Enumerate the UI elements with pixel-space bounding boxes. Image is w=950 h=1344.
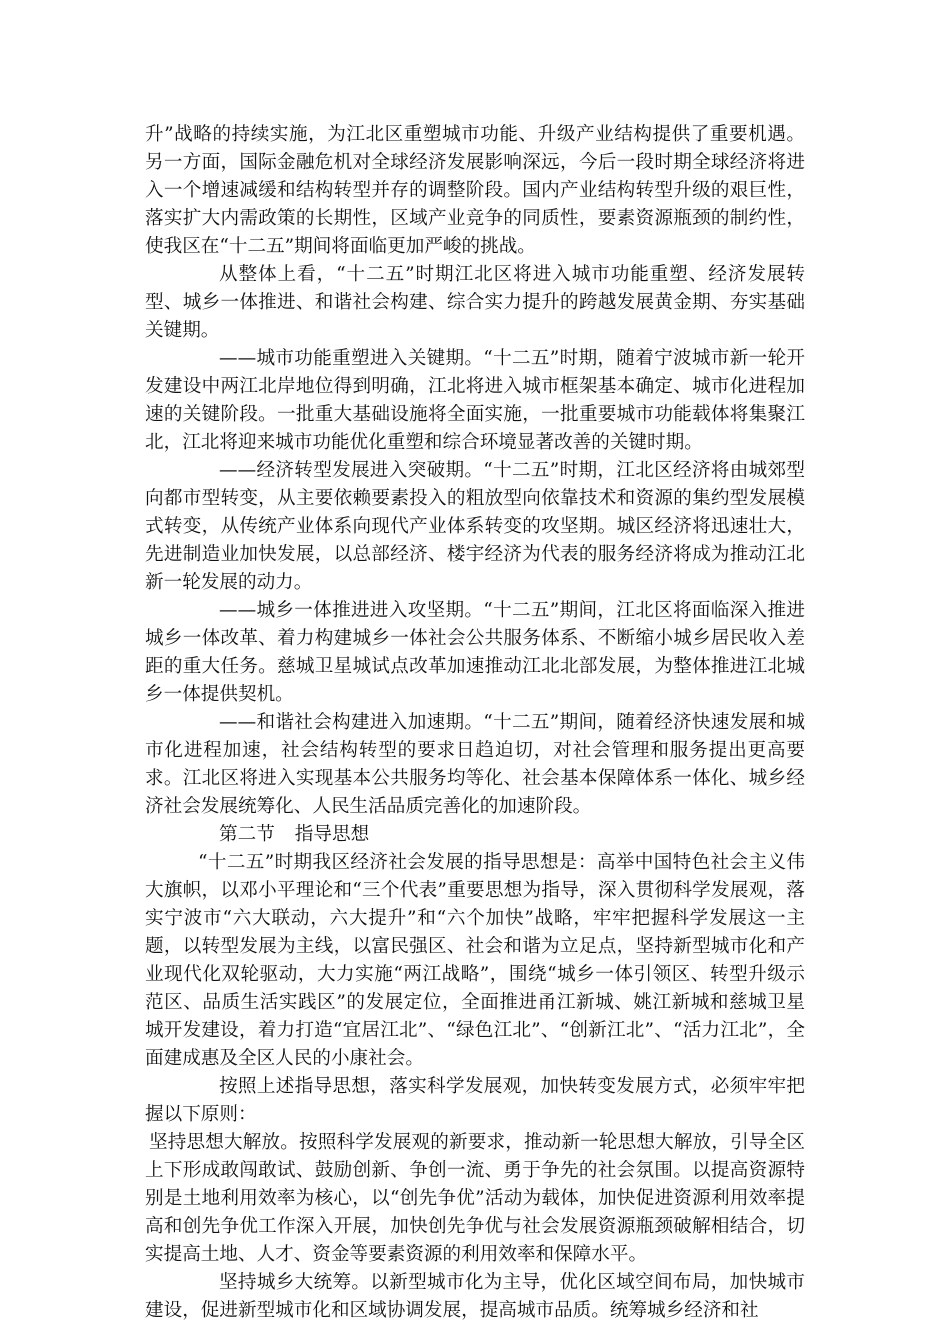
- paragraph-opportunities-challenges: 升”战略的持续实施，为江北区重塑城市功能、升级产业结构提供了重要机遇。另一方面，国际金融危机对全球经济发展影响深远，今后一段时期全球经济将进入一个增速减缓和结构转型并存的调整阶段。国内产业结构转型升级的艰巨性，落实扩大内需政策的长期性，区域产业竞争的同质性，要素资源瓶颈的制约性，使我区在“十二五”期间将面临更加严峻的挑战。: [145, 124, 805, 257]
- section-number: 第二节: [219, 824, 275, 845]
- paragraph-harmonious-society: ——和谐社会构建进入加速期。“十二五”期间，随着经济快速发展和城市化进程加速，社会结构转型的要求日趋迫切，对社会管理和服务提出更高要求。江北区将进入实现基本公共服务均等化、社会基本保障体系一体化、城乡经济社会发展统筹化、人民生活品质完善化的加速阶段。: [145, 712, 805, 817]
- paragraph-principle-emancipation: 坚持思想大解放。按照科学发展观的新要求，推动新一轮思想大解放，引导全区上下形成敢闯敢试、鼓励创新、争创一流、勇于争先的社会氛围。以提高资源特别是土地利用效率为核心，以“创先争优”活动为载体，加快促进资源利用效率提高和创先争优工作深入开展，加快创先争优与社会发展资源瓶颈破解相结合，切实提高土地、人才、资金等要素资源的利用效率和保障水平。: [145, 1132, 805, 1265]
- paragraph-urban-function: ——城市功能重塑进入关键期。“十二五”时期，随着宁波城市新一轮开发建设中两江北岸地位得到明确，江北将进入城市框架基本确定、城市化进程加速的关键阶段。一批重大基础设施将全面实施，一批重要城市功能载体将集聚江北，江北将迎来城市功能优化重塑和综合环境显著改善的关键时期。: [145, 348, 805, 453]
- section-heading: [145, 821, 805, 849]
- paragraph-overall-outlook: 从整体上看，“十二五”时期江北区将进入城市功能重塑、经济发展转型、城乡一体推进、和谐社会构建、综合实力提升的跨越发展黄金期、夯实基础关键期。: [145, 264, 805, 341]
- paragraph-guiding-ideology: “十二五”时期我区经济社会发展的指导思想是：高举中国特色社会主义伟大旗帜，以邓小平理论和“三个代表”重要思想为指导，深入贯彻科学发展观，落实宁波市“六大联动，六大提升”和“六个加快”战略，牢牢把握科学发展这一主题，以转型发展为主线，以富民强区、社会和谐为立足点，坚持新型城市化和产业现代化双轮驱动，大力实施“两江战略”，围绕“城乡一体引领区、转型升级示范区、品质生活实践区”的发展定位，全面推进甬江新城、姚江新城和慈城卫星城开发建设，着力打造“宜居江北”、“绿色江北”、“创新江北”、“活力江北”，全面建成惠及全区人民的小康社会。: [145, 852, 805, 1069]
- paragraph-economic-transformation: ——经济转型发展进入突破期。“十二五”时期，江北区经济将由城郊型向都市型转变，从主要依赖要素投入的粗放型向依靠技术和资源的集约型发展模式转变，从传统产业体系向现代产业体系转变的攻坚期。城区经济将迅速壮大，先进制造业加快发展，以总部经济、楼宇经济为代表的服务经济将成为推动江北新一轮发展的动力。: [145, 460, 805, 593]
- paragraph-urban-rural-integration: ——城乡一体推进进入攻坚期。“十二五”期间，江北区将面临深入推进城乡一体改革、着力构建城乡一体社会公共服务体系、不断缩小城乡居民收入差距的重大任务。慈城卫星城试点改革加速推动江北北部发展，为整体推进江北城乡一体提供契机。: [145, 600, 805, 705]
- document-body: [145, 121, 805, 1325]
- paragraph-principles-intro: 按照上述指导思想，落实科学发展观，加快转变发展方式，必须牢牢把握以下原则：: [145, 1076, 805, 1125]
- paragraph-principle-coordination: 坚持城乡大统筹。以新型城市化为主导，优化区域空间布局，加快城市建设，促进新型城市化和区域协调发展，提高城市品质。统筹城乡经济和社: [145, 1272, 805, 1321]
- section-title: 指导思想: [294, 824, 370, 845]
